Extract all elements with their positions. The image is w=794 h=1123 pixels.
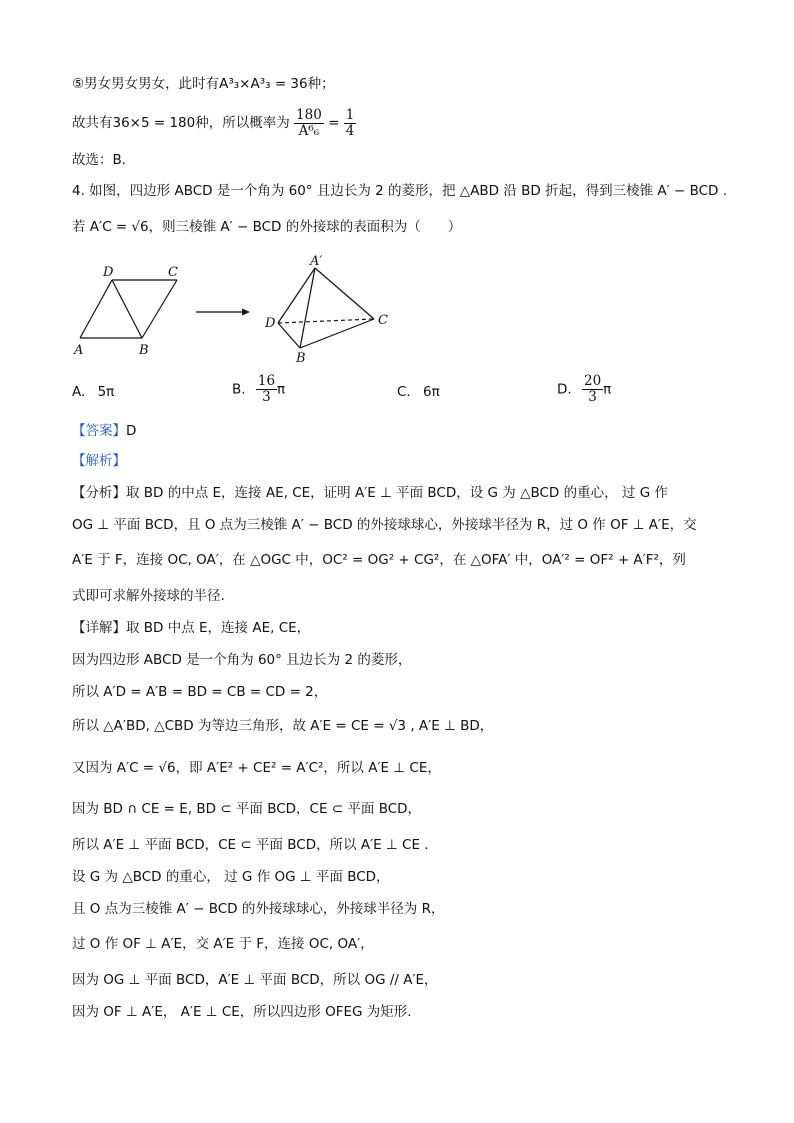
analysis-tag-line [72,451,126,471]
fraction-denominator: 3 [588,389,597,405]
pyramid-label-d: D [265,316,276,331]
detail-line-2: 因为四边形 ABCD 是一个角为 60° 且边长为 2 的菱形， [72,652,412,668]
answer-tag: 【答案】 [72,423,126,439]
option-a-value: 5π [97,384,115,400]
detail-line-11: 因为 OG ⊥ 平面 BCD，A′E ⊥ 平面 BCD，所以 OG // A′E， [72,972,438,988]
rhombus-diagonal-bd [112,280,142,338]
detail-line-3: 所以 A′D = A′B = BD = CB = CD = 2， [72,684,328,700]
fraction-numerator: 1 [345,106,355,123]
rhombus-figure [80,280,177,338]
option-b [232,374,285,405]
option-c-value: 6π [423,384,440,400]
arrow-icon [196,309,250,316]
answer-line [72,421,136,441]
fraction-180-over-a66 [294,108,324,139]
question-4-line-2: 若 A′C = √6，则三棱锥 A′ − BCD 的外接球的表面积为（ ） [72,219,462,235]
fraction-denominator: A⁶₆ [298,122,320,139]
option-b-label: B. [232,381,246,398]
fraction-denominator: 4 [345,122,355,139]
rhombus-label-d: D [103,265,114,280]
option-d-label: D. [557,381,572,398]
fraction-denominator: 3 [262,389,271,405]
analysis-line-4: 式即可求解外接球的半径. [72,588,225,604]
option-b-fraction [256,374,277,405]
pyramid-edge-d-c-hidden [278,319,374,323]
rhombus-edge-da [80,280,112,338]
analysis-line-3: A′E 于 F，连接 OC, OA′，在 △OGC 中，OC² = OG² + CG²，在 △OFA′ 中，OA′² = OF² + A′F²，列 [72,552,686,568]
pyramid-figure [278,268,374,348]
detail-line-9: 且 O 点为三棱锥 A′ − BCD 的外接球球心，外接球半径为 R， [72,901,445,917]
detail-line-4: 所以 △A′BD, △CBD 为等边三角形，故 A′E = CE = √3 , A′E ⊥ BD， [72,718,494,734]
analysis-text-1: 取 BD 的中点 E，连接 AE, CE，证明 A′E ⊥ 平面 BCD，设 G 为 △BCD 的重心， 过 G 作 [126,485,668,501]
answer-value: D [126,423,137,439]
figure-rhombus-and-pyramid [60,255,420,370]
equals-sign: = [328,115,340,131]
option-a-label: A. [72,384,86,400]
option-c-label: C. [397,384,411,400]
detail-line-8: 设 G 为 △BCD 的重心， 过 G 作 OG ⊥ 平面 BCD， [72,869,390,885]
rhombus-label-c: C [168,265,178,280]
analysis-subtag: 【分析】 [72,485,126,501]
detail-line-5: 又因为 A′C = √6，即 A′E² + CE² = A′C²，所以 A′E ⊥ CE， [72,760,441,776]
pyramid-label-a-prime: A′ [310,255,323,269]
line-2-text: 故共有36×5 = 180种，所以概率为 [72,115,290,131]
line-2 [72,104,356,142]
analysis-tag: 【解析】 [72,453,126,469]
detail-line-6: 因为 BD ∩ CE = E, BD ⊂ 平面 BCD，CE ⊂ 平面 BCD， [72,801,422,817]
detail-line-10: 过 O 作 OF ⊥ A′E，交 A′E 于 F，连接 OC, OA′， [72,936,374,952]
pyramid-label-c: C [378,313,388,328]
analysis-line-1 [72,483,668,503]
fraction-numerator: 180 [296,106,322,123]
question-4-line-1: 4. 如图，四边形 ABCD 是一个角为 60° 且边长为 2 的菱形，把 △ABD 沿 BD 折起，得到三棱锥 A′ − BCD . [72,183,728,199]
detail-line-1 [72,618,310,638]
option-c [397,384,440,400]
rhombus-label-a: A [74,343,84,358]
fraction-numerator: 20 [583,373,602,389]
pyramid-edge-d-b [278,323,300,348]
option-d-fraction [582,374,603,405]
detail-line-12: 因为 OF ⊥ A′E， A′E ⊥ CE，所以四边形 OFEG 为矩形. [72,1004,412,1020]
detail-line-7: 所以 A′E ⊥ 平面 BCD，CE ⊂ 平面 BCD，所以 A′E ⊥ CE . [72,837,429,853]
rhombus-label-b: B [139,343,149,358]
line-3: 故选：B． [72,152,136,168]
fraction-1-over-4 [344,108,357,139]
pyramid-edge-a-c [315,268,374,319]
analysis-line-2: OG ⊥ 平面 BCD，且 O 点为三棱锥 A′ − BCD 的外接球球心，外接球半径为 R，过 O 作 OF ⊥ A′E，交 [72,517,697,533]
rhombus-edge-bc [142,280,177,338]
option-d-pi: π [603,381,612,398]
detail-subtag: 【详解】 [72,620,126,636]
pyramid-edge-b-c [300,319,374,348]
fraction-numerator: 16 [257,373,276,389]
pyramid-label-b: B [296,351,306,366]
option-b-pi: π [277,381,286,398]
line-1: ⑤男女男女男女，此时有A³₃×A³₃ = 36种； [72,76,335,92]
option-a [72,384,114,400]
option-d [557,374,611,405]
detail-text-1: 取 BD 中点 E，连接 AE, CE， [126,620,311,636]
